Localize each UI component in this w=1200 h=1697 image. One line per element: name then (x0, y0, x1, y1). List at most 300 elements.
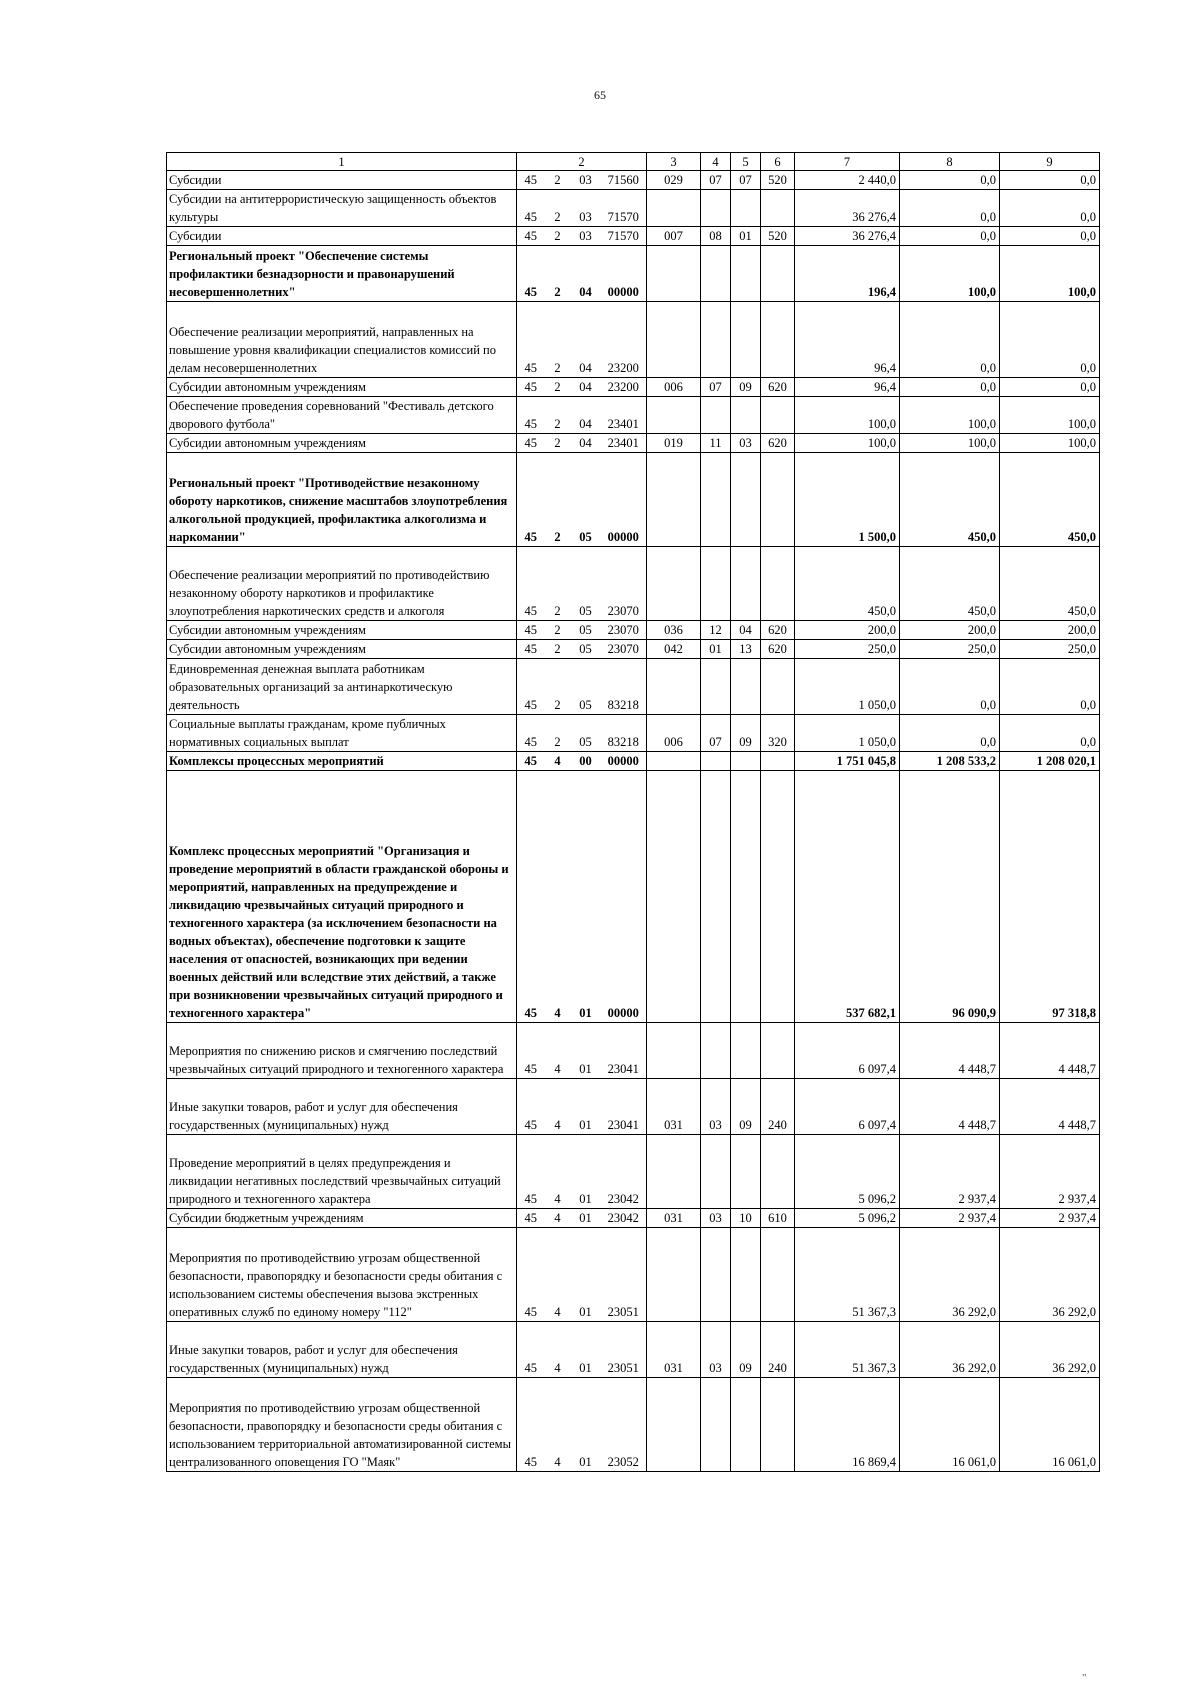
code-section (701, 659, 731, 715)
header-col-2: 2 (517, 153, 647, 171)
amount-col-7: 96,4 (795, 378, 900, 397)
table-row (167, 659, 1100, 715)
amount-col-7: 5 096,2 (795, 1135, 900, 1209)
code-program: 45 (517, 453, 545, 547)
code-program: 45 (517, 1023, 545, 1079)
code-subprogram: 2 (545, 715, 571, 752)
code-subprogram: 2 (545, 621, 571, 640)
header-row (167, 153, 1100, 171)
row-name: Региональный проект "Обеспечение системы профилактики безнадзорности и правонарушений несовершеннолетних" (167, 246, 517, 302)
code-direction: 23042 (601, 1135, 647, 1209)
table-row (167, 246, 1100, 302)
amount-col-8: 1 208 533,2 (900, 752, 1000, 771)
code-direction: 23041 (601, 1079, 647, 1135)
code-direction: 23051 (601, 1322, 647, 1378)
code-project: 05 (571, 715, 601, 752)
table-row (167, 378, 1100, 397)
amount-col-8: 0,0 (900, 378, 1000, 397)
code-expense-type (761, 1378, 795, 1472)
row-name: Мероприятия по противодействию угрозам общественной безопасности, правопорядку и безопасности среды обитания с использованием системы обеспечения вызова экстренных оперативных служб по единому номеру "112" (167, 1228, 517, 1322)
code-subsection (731, 246, 761, 302)
table-row (167, 715, 1100, 752)
code-expense-type (761, 1228, 795, 1322)
code-expense-type (761, 1023, 795, 1079)
code-expense-type: 620 (761, 621, 795, 640)
code-expense-type (761, 771, 795, 1023)
code-program: 45 (517, 1322, 545, 1378)
row-name: Комплексы процессных мероприятий (167, 752, 517, 771)
row-name: Социальные выплаты гражданам, кроме публичных нормативных социальных выплат (167, 715, 517, 752)
code-direction: 00000 (601, 771, 647, 1023)
table-row (167, 453, 1100, 547)
code-program: 45 (517, 1228, 545, 1322)
code-direction: 23200 (601, 378, 647, 397)
header-col-4: 4 (701, 153, 731, 171)
table-row (167, 771, 1100, 1023)
amount-col-7: 1 751 045,8 (795, 752, 900, 771)
table-row (167, 1228, 1100, 1322)
code-section (701, 1378, 731, 1472)
code-section (701, 453, 731, 547)
amount-col-9: 0,0 (1000, 302, 1100, 378)
code-department: 031 (647, 1322, 701, 1378)
table-row (167, 1322, 1100, 1378)
code-expense-type (761, 659, 795, 715)
code-subsection (731, 547, 761, 621)
code-direction: 83218 (601, 715, 647, 752)
code-expense-type: 620 (761, 434, 795, 453)
code-subsection: 10 (731, 1209, 761, 1228)
amount-col-8: 200,0 (900, 621, 1000, 640)
budget-table (166, 152, 1100, 1472)
amount-col-8: 0,0 (900, 715, 1000, 752)
code-program: 45 (517, 302, 545, 378)
code-direction: 23070 (601, 640, 647, 659)
code-subprogram: 4 (545, 771, 571, 1023)
code-subsection: 09 (731, 1322, 761, 1378)
code-project: 01 (571, 1023, 601, 1079)
row-name: Проведение мероприятий в целях предупреждения и ликвидации негативных последствий чрезвычайных ситуаций природного и техногенного характера (167, 1135, 517, 1209)
header-col-6: 6 (761, 153, 795, 171)
code-subsection: 03 (731, 434, 761, 453)
code-project: 04 (571, 434, 601, 453)
code-subsection (731, 302, 761, 378)
row-name: Субсидии автономным учреждениям (167, 621, 517, 640)
code-department (647, 1228, 701, 1322)
code-expense-type: 240 (761, 1079, 795, 1135)
code-program: 45 (517, 1079, 545, 1135)
table-row (167, 434, 1100, 453)
code-project: 04 (571, 302, 601, 378)
code-direction: 71570 (601, 227, 647, 246)
amount-col-8: 0,0 (900, 659, 1000, 715)
code-section: 11 (701, 434, 731, 453)
code-subsection (731, 752, 761, 771)
amount-col-9: 0,0 (1000, 378, 1100, 397)
code-section (701, 246, 731, 302)
code-section: 08 (701, 227, 731, 246)
code-expense-type (761, 1135, 795, 1209)
code-department: 019 (647, 434, 701, 453)
table-row (167, 1378, 1100, 1472)
row-name: Обеспечение реализации мероприятий, направленных на повышение уровня квалификации специалистов комиссий по делам несовершеннолетних (167, 302, 517, 378)
row-name: Субсидии автономным учреждениям (167, 434, 517, 453)
code-subprogram: 2 (545, 246, 571, 302)
code-subprogram: 4 (545, 1209, 571, 1228)
code-subprogram: 4 (545, 1322, 571, 1378)
amount-col-9: 4 448,7 (1000, 1023, 1100, 1079)
code-expense-type: 620 (761, 378, 795, 397)
code-project: 01 (571, 1322, 601, 1378)
code-subprogram: 2 (545, 434, 571, 453)
row-name: Субсидии (167, 227, 517, 246)
amount-col-9: 97 318,8 (1000, 771, 1100, 1023)
code-program: 45 (517, 659, 545, 715)
code-subprogram: 2 (545, 302, 571, 378)
code-program: 45 (517, 621, 545, 640)
code-section (701, 1023, 731, 1079)
code-expense-type (761, 547, 795, 621)
code-subprogram: 2 (545, 659, 571, 715)
amount-col-7: 450,0 (795, 547, 900, 621)
row-name: Обеспечение реализации мероприятий по противодействию незаконному обороту наркотиков и профилактике злоупотребления наркотических средств и алкоголя (167, 547, 517, 621)
amount-col-9: 250,0 (1000, 640, 1100, 659)
code-subsection: 09 (731, 715, 761, 752)
code-subprogram: 2 (545, 378, 571, 397)
row-name: Субсидии на антитеррористическую защищенность объектов культуры (167, 190, 517, 227)
amount-col-7: 196,4 (795, 246, 900, 302)
row-name: Обеспечение проведения соревнований "Фестиваль детского дворового футбола" (167, 397, 517, 434)
code-section: 07 (701, 715, 731, 752)
amount-col-8: 4 448,7 (900, 1023, 1000, 1079)
code-project: 01 (571, 1378, 601, 1472)
code-direction: 23042 (601, 1209, 647, 1228)
code-program: 45 (517, 752, 545, 771)
table-row (167, 1079, 1100, 1135)
amount-col-8: 2 937,4 (900, 1135, 1000, 1209)
table-row (167, 397, 1100, 434)
code-section (701, 397, 731, 434)
table-row (167, 1023, 1100, 1079)
header-col-3: 3 (647, 153, 701, 171)
code-section (701, 752, 731, 771)
code-subprogram: 2 (545, 547, 571, 621)
row-name: Мероприятия по противодействию угрозам общественной безопасности, правопорядку и безопасности среды обитания с использованием территориальной автоматизированной системы централизованного оповещения ГО "Маяк" (167, 1378, 517, 1472)
code-project: 03 (571, 227, 601, 246)
row-name: Субсидии автономным учреждениям (167, 640, 517, 659)
header-col-1: 1 (167, 153, 517, 171)
amount-col-9: 0,0 (1000, 659, 1100, 715)
code-subsection (731, 1378, 761, 1472)
code-subprogram: 4 (545, 1135, 571, 1209)
page-number: 65 (594, 88, 606, 102)
amount-col-9: 2 937,4 (1000, 1135, 1100, 1209)
code-department (647, 302, 701, 378)
amount-col-8: 0,0 (900, 190, 1000, 227)
row-name: Мероприятия по снижению рисков и смягчению последствий чрезвычайных ситуаций природного и техногенного характера (167, 1023, 517, 1079)
code-program: 45 (517, 1378, 545, 1472)
amount-col-8: 16 061,0 (900, 1378, 1000, 1472)
code-expense-type (761, 246, 795, 302)
amount-col-9: 0,0 (1000, 715, 1100, 752)
row-name: Региональный проект "Противодействие незаконному обороту наркотиков, снижение масштабов злоупотребления алкогольной продукцией, профилактика алкоголизма и наркомании" (167, 453, 517, 547)
code-subsection (731, 1135, 761, 1209)
code-section: 07 (701, 378, 731, 397)
code-subprogram: 2 (545, 640, 571, 659)
amount-col-7: 36 276,4 (795, 190, 900, 227)
code-expense-type (761, 190, 795, 227)
code-subsection: 09 (731, 378, 761, 397)
amount-col-8: 96 090,9 (900, 771, 1000, 1023)
table-row (167, 1135, 1100, 1209)
amount-col-9: 100,0 (1000, 434, 1100, 453)
code-program: 45 (517, 227, 545, 246)
code-project: 05 (571, 640, 601, 659)
table-row (167, 302, 1100, 378)
code-subprogram: 2 (545, 453, 571, 547)
code-subsection (731, 1228, 761, 1322)
code-section (701, 302, 731, 378)
code-subsection: 07 (731, 171, 761, 190)
table-row (167, 621, 1100, 640)
code-expense-type: 620 (761, 640, 795, 659)
code-project: 04 (571, 397, 601, 434)
amount-col-8: 0,0 (900, 227, 1000, 246)
code-department (647, 771, 701, 1023)
code-section (701, 771, 731, 1023)
code-department (647, 397, 701, 434)
code-subsection (731, 1023, 761, 1079)
amount-col-7: 1 050,0 (795, 715, 900, 752)
code-section: 12 (701, 621, 731, 640)
code-subprogram: 2 (545, 397, 571, 434)
code-department: 006 (647, 715, 701, 752)
code-subprogram: 2 (545, 171, 571, 190)
code-department (647, 246, 701, 302)
code-program: 45 (517, 715, 545, 752)
code-expense-type: 610 (761, 1209, 795, 1228)
code-project: 05 (571, 659, 601, 715)
code-project: 01 (571, 1135, 601, 1209)
amount-col-7: 537 682,1 (795, 771, 900, 1023)
row-name: Единовременная денежная выплата работникам образовательных организаций за антинаркотическую деятельность (167, 659, 517, 715)
code-department: 036 (647, 621, 701, 640)
row-name: Иные закупки товаров, работ и услуг для обеспечения государственных (муниципальных) нужд (167, 1322, 517, 1378)
code-project: 00 (571, 752, 601, 771)
amount-col-8: 250,0 (900, 640, 1000, 659)
amount-col-7: 200,0 (795, 621, 900, 640)
amount-col-8: 0,0 (900, 302, 1000, 378)
code-subsection: 04 (731, 621, 761, 640)
code-section (701, 1135, 731, 1209)
code-direction: 23041 (601, 1023, 647, 1079)
code-project: 03 (571, 171, 601, 190)
code-department (647, 190, 701, 227)
amount-col-7: 16 869,4 (795, 1378, 900, 1472)
code-section: 03 (701, 1209, 731, 1228)
code-department: 007 (647, 227, 701, 246)
code-expense-type (761, 752, 795, 771)
code-department: 029 (647, 171, 701, 190)
table-row (167, 547, 1100, 621)
code-subsection (731, 771, 761, 1023)
code-section: 03 (701, 1079, 731, 1135)
amount-col-8: 0,0 (900, 171, 1000, 190)
code-direction: 00000 (601, 246, 647, 302)
code-expense-type: 320 (761, 715, 795, 752)
code-expense-type: 520 (761, 171, 795, 190)
amount-col-9: 450,0 (1000, 547, 1100, 621)
code-program: 45 (517, 771, 545, 1023)
code-department (647, 659, 701, 715)
code-subprogram: 2 (545, 190, 571, 227)
code-direction: 71560 (601, 171, 647, 190)
amount-col-7: 2 440,0 (795, 171, 900, 190)
code-department: 031 (647, 1209, 701, 1228)
code-subsection: 09 (731, 1079, 761, 1135)
code-department (647, 1378, 701, 1472)
amount-col-8: 450,0 (900, 547, 1000, 621)
code-program: 45 (517, 434, 545, 453)
amount-col-9: 36 292,0 (1000, 1228, 1100, 1322)
amount-col-7: 5 096,2 (795, 1209, 900, 1228)
code-department: 031 (647, 1079, 701, 1135)
row-name: Иные закупки товаров, работ и услуг для обеспечения государственных (муниципальных) нужд (167, 1079, 517, 1135)
amount-col-7: 100,0 (795, 397, 900, 434)
table-row (167, 190, 1100, 227)
code-project: 05 (571, 621, 601, 640)
code-department (647, 1135, 701, 1209)
code-direction: 23200 (601, 302, 647, 378)
amount-col-9: 2 937,4 (1000, 1209, 1100, 1228)
amount-col-8: 450,0 (900, 453, 1000, 547)
code-department (647, 547, 701, 621)
amount-col-9: 100,0 (1000, 397, 1100, 434)
code-subsection (731, 659, 761, 715)
amount-col-8: 100,0 (900, 397, 1000, 434)
code-project: 05 (571, 453, 601, 547)
amount-col-9: 16 061,0 (1000, 1378, 1100, 1472)
code-project: 05 (571, 547, 601, 621)
code-subprogram: 4 (545, 1023, 571, 1079)
code-direction: 23401 (601, 397, 647, 434)
code-section (701, 1228, 731, 1322)
amount-col-9: 0,0 (1000, 171, 1100, 190)
row-name: Субсидии бюджетным учреждениям (167, 1209, 517, 1228)
code-subprogram: 4 (545, 1378, 571, 1472)
code-direction: 00000 (601, 453, 647, 547)
code-direction: 23401 (601, 434, 647, 453)
amount-col-7: 250,0 (795, 640, 900, 659)
code-program: 45 (517, 190, 545, 227)
table-row (167, 1209, 1100, 1228)
code-program: 45 (517, 1209, 545, 1228)
amount-col-7: 96,4 (795, 302, 900, 378)
code-subsection (731, 397, 761, 434)
code-program: 45 (517, 547, 545, 621)
code-project: 04 (571, 378, 601, 397)
code-project: 01 (571, 1209, 601, 1228)
code-program: 45 (517, 171, 545, 190)
code-expense-type (761, 397, 795, 434)
code-project: 01 (571, 1079, 601, 1135)
code-department (647, 1023, 701, 1079)
code-section: 03 (701, 1322, 731, 1378)
code-direction: 23070 (601, 547, 647, 621)
row-name: Субсидии (167, 171, 517, 190)
code-program: 45 (517, 640, 545, 659)
table-row (167, 752, 1100, 771)
amount-col-7: 100,0 (795, 434, 900, 453)
code-direction: 23070 (601, 621, 647, 640)
code-program: 45 (517, 246, 545, 302)
amount-col-7: 51 367,3 (795, 1322, 900, 1378)
code-expense-type: 520 (761, 227, 795, 246)
code-section (701, 190, 731, 227)
code-subsection (731, 190, 761, 227)
code-direction: 23052 (601, 1378, 647, 1472)
amount-col-9: 100,0 (1000, 246, 1100, 302)
amount-col-9: 200,0 (1000, 621, 1100, 640)
code-subprogram: 2 (545, 227, 571, 246)
table-row (167, 171, 1100, 190)
code-department (647, 453, 701, 547)
code-expense-type (761, 302, 795, 378)
code-subsection: 13 (731, 640, 761, 659)
amount-col-8: 4 448,7 (900, 1079, 1000, 1135)
row-name: Комплекс процессных мероприятий "Организация и проведение мероприятий в области гражданской обороны и мероприятий, направленных на предупреждение и ликвидацию чрезвычайных ситуаций природного и техногенного характера (за исключением безопасности на водных объектах), обеспечение подготовки к защите населения от опасностей, возникающих при ведении военных действий или вследствие этих действий, а также при возникновении чрезвычайных ситуаций природного и техногенного характера" (167, 771, 517, 1023)
code-program: 45 (517, 1135, 545, 1209)
amount-col-9: 36 292,0 (1000, 1322, 1100, 1378)
amount-col-7: 36 276,4 (795, 227, 900, 246)
amount-col-7: 6 097,4 (795, 1079, 900, 1135)
code-expense-type: 240 (761, 1322, 795, 1378)
code-section: 07 (701, 171, 731, 190)
amount-col-9: 0,0 (1000, 227, 1100, 246)
header-col-5: 5 (731, 153, 761, 171)
amount-col-8: 2 937,4 (900, 1209, 1000, 1228)
code-project: 01 (571, 1228, 601, 1322)
amount-col-9: 0,0 (1000, 190, 1100, 227)
code-subprogram: 4 (545, 1228, 571, 1322)
code-department: 006 (647, 378, 701, 397)
amount-col-9: 450,0 (1000, 453, 1100, 547)
table-row (167, 227, 1100, 246)
amount-col-7: 6 097,4 (795, 1023, 900, 1079)
amount-col-8: 100,0 (900, 434, 1000, 453)
amount-col-7: 1 500,0 (795, 453, 900, 547)
code-section: 01 (701, 640, 731, 659)
corner-mark: " (1082, 1672, 1087, 1684)
row-name: Субсидии автономным учреждениям (167, 378, 517, 397)
code-section (701, 547, 731, 621)
header-col-7: 7 (795, 153, 900, 171)
code-project: 01 (571, 771, 601, 1023)
code-subsection (731, 453, 761, 547)
amount-col-7: 1 050,0 (795, 659, 900, 715)
table-row (167, 640, 1100, 659)
amount-col-7: 51 367,3 (795, 1228, 900, 1322)
amount-col-8: 36 292,0 (900, 1228, 1000, 1322)
code-direction: 71570 (601, 190, 647, 227)
code-direction: 23051 (601, 1228, 647, 1322)
code-program: 45 (517, 397, 545, 434)
code-department: 042 (647, 640, 701, 659)
code-expense-type (761, 453, 795, 547)
code-subsection: 01 (731, 227, 761, 246)
amount-col-9: 1 208 020,1 (1000, 752, 1100, 771)
code-direction: 83218 (601, 659, 647, 715)
